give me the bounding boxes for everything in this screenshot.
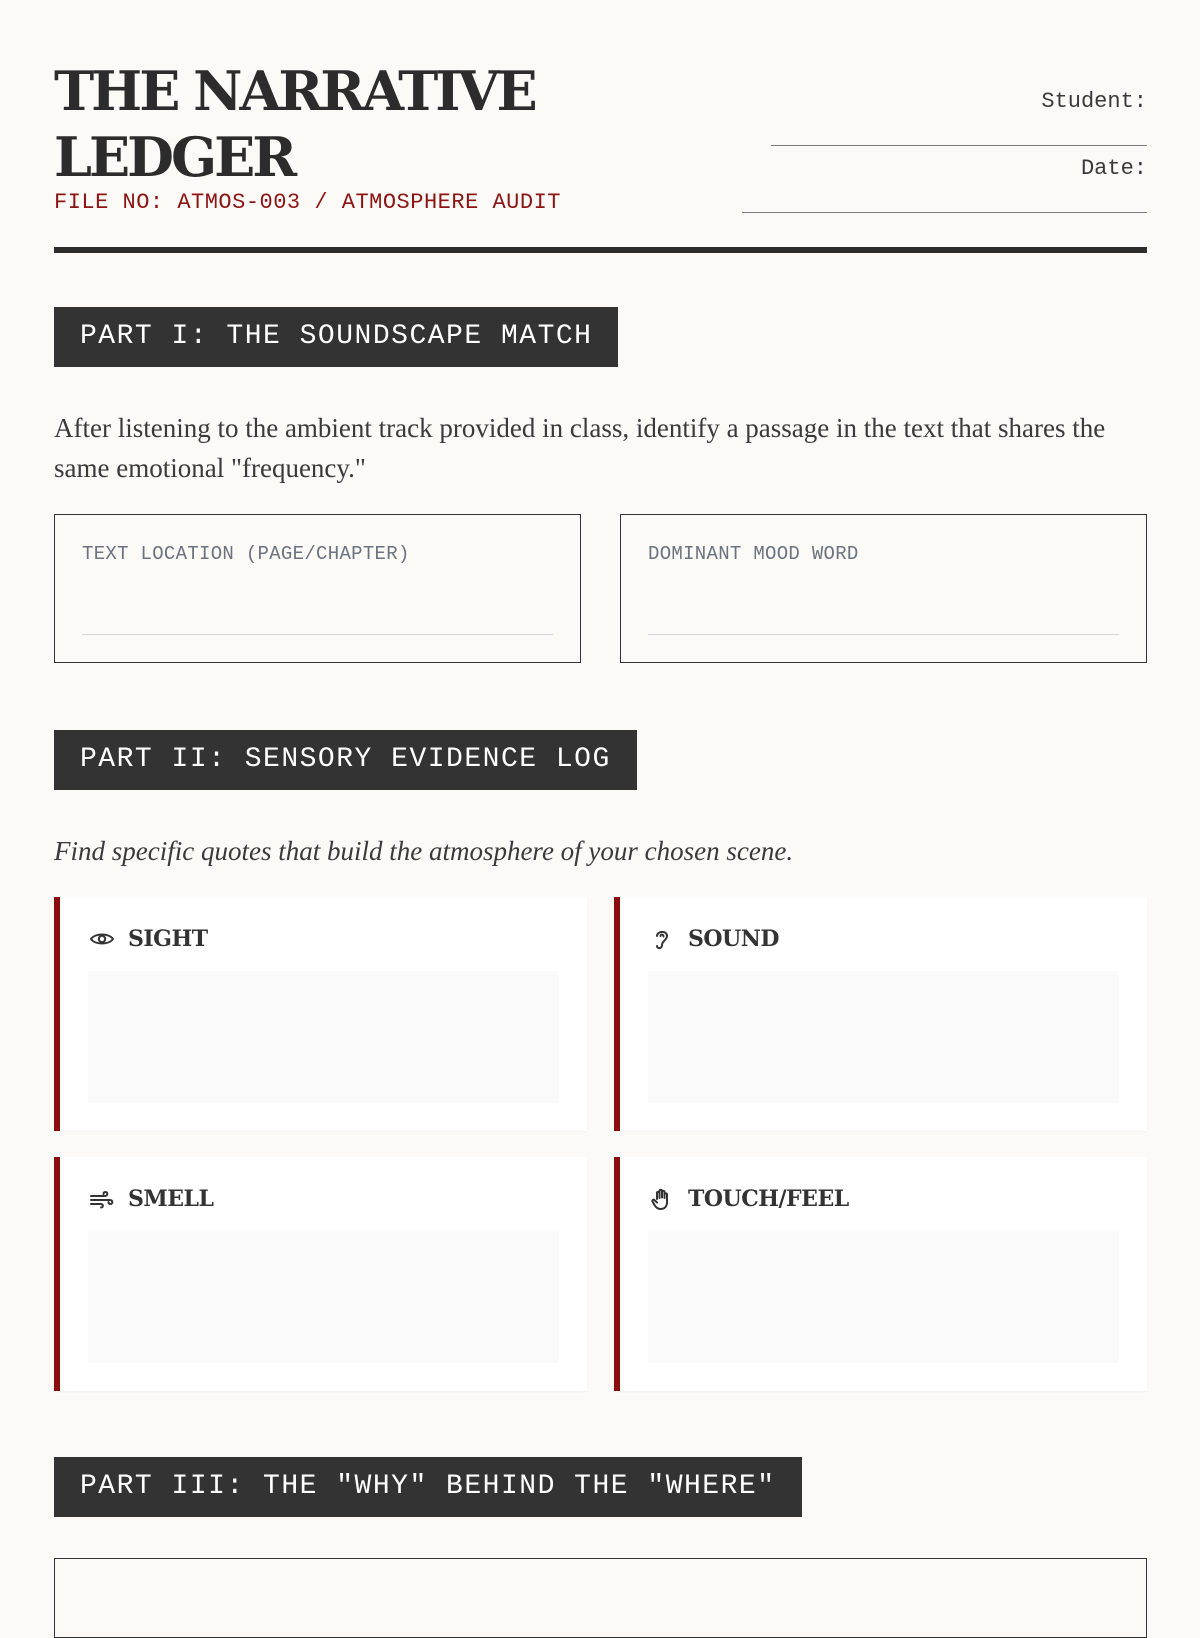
smell-card-title: SMELL — [128, 1186, 214, 1212]
date-label: Date: — [1080, 156, 1147, 181]
touch-card — [614, 1157, 1147, 1391]
sound-card-title: SOUND — [688, 926, 779, 952]
sound-response-area[interactable] — [648, 971, 1119, 1103]
part-1-heading: PART I: THE SOUNDSCAPE MATCH — [54, 307, 618, 367]
mood-word-label: DOMINANT MOOD WORD — [648, 543, 859, 565]
touch-response-area[interactable] — [648, 1231, 1119, 1363]
ear-icon — [648, 925, 676, 953]
part-2-heading: PART II: SENSORY EVIDENCE LOG — [54, 730, 637, 790]
wind-icon — [88, 1185, 116, 1213]
worksheet-page — [54, 0, 1147, 1600]
part-3-heading: PART III: THE "WHY" BEHIND THE "WHERE" — [54, 1457, 802, 1517]
mood-word-line — [648, 634, 1119, 635]
file-number: FILE NO: ATMOS-003 / ATMOSPHERE AUDIT — [54, 190, 561, 215]
sight-card — [54, 897, 587, 1131]
text-location-field[interactable] — [54, 514, 581, 663]
eye-icon — [88, 925, 116, 953]
date-line[interactable] — [742, 212, 1147, 213]
sound-card — [614, 897, 1147, 1131]
hand-icon — [648, 1185, 676, 1213]
text-location-line — [82, 634, 553, 635]
smell-card-header — [88, 1185, 213, 1213]
student-name-line[interactable] — [771, 145, 1147, 146]
part-2-instructions: Find specific quotes that build the atmosphere of your chosen scene. — [54, 836, 794, 866]
reflection-response-box[interactable] — [54, 1558, 1147, 1638]
sight-response-area[interactable] — [88, 971, 559, 1103]
header-divider — [54, 247, 1147, 253]
smell-response-area[interactable] — [88, 1231, 559, 1363]
text-location-label: TEXT LOCATION (PAGE/CHAPTER) — [82, 543, 410, 565]
touch-card-header — [648, 1185, 849, 1213]
part-1-instructions: After listening to the ambient track provided in class, identify a passage in the text that shares the same emotional "frequency." — [54, 413, 1106, 483]
sight-card-title: SIGHT — [128, 926, 208, 952]
sound-card-header — [648, 925, 779, 953]
sight-card-header — [88, 925, 208, 953]
touch-card-title: TOUCH/FEEL — [688, 1186, 849, 1212]
smell-card — [54, 1157, 587, 1391]
page-title: THE NARRATIVE LEDGER — [54, 59, 535, 189]
student-label: Student: — [1041, 89, 1147, 114]
mood-word-field[interactable] — [620, 514, 1147, 663]
